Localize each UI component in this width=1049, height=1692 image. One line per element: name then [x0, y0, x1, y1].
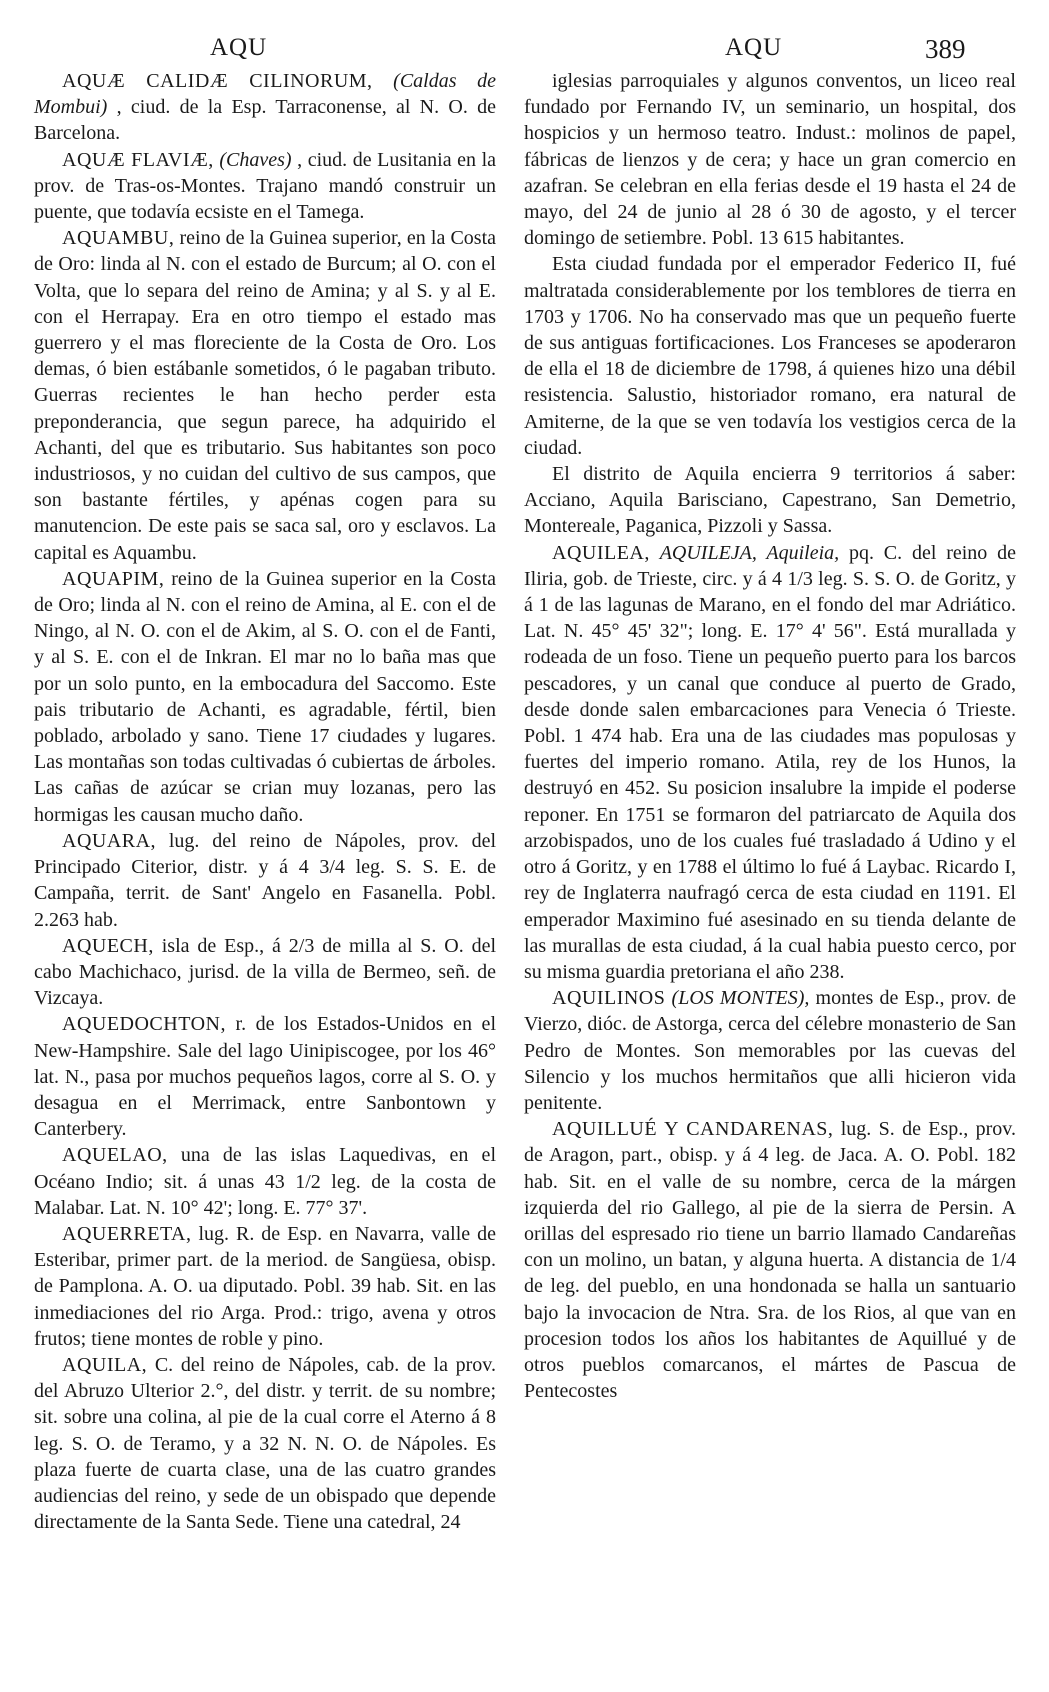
- dictionary-entry: [34, 933, 496, 1012]
- entry-headword: AQUILINOS: [552, 987, 666, 1010]
- dictionary-entry: [34, 68, 496, 147]
- entry-alternate-name: AQUILEJA, Aquileia,: [659, 541, 840, 564]
- entry-body: iglesias parroquiales y algunos conventos, un liceo real fundado por Fernando IV, un seminario, un hospital, dos hospicios y un hermoso teatro. Indust.: molinos de papel, fábricas de lienzos y de cera; y hace un gran comercio en azafran. Se celebran en ella ferias desde el 19 hasta el 24 de mayo, del 24 de junio al 28 ó 30 de agosto, y el tercer domingo de setiembre. Pobl. 13 615 habitantes.: [524, 70, 1016, 250]
- entry-headword: AQUECH,: [62, 934, 154, 957]
- entry-alternate-name: (Chaves): [219, 148, 292, 171]
- entry-alternate-name: (LOS MONTES),: [671, 987, 810, 1010]
- entry-body: lug. del reino de Nápoles, prov. del Principado Citerior, distr. y á 4 3/4 leg. S. S. E. de Campaña, territ. de Sant' Angelo en Fasanella. Pobl. 2.263 hab.: [34, 829, 497, 931]
- entry-headword: AQUAPIM,: [62, 567, 165, 590]
- dictionary-entry: [34, 225, 496, 566]
- entry-body: una de las islas Laquedivas, en el Océano Indio; sit. á unas 43 1/2 leg. de la costa de Malabar. Lat. N. 10° 42'; long. E. 77° 37'.: [34, 1144, 496, 1219]
- dictionary-entry: [34, 1352, 496, 1535]
- dictionary-entry: [34, 1142, 496, 1221]
- entry-body: reino de la Guinea superior en la Costa de Oro; linda al N. con el reino de Amina, al E. con el de Ningo, al N. O. con el de Akim, al S. O. con el de Fanti, y al S. E. con el de Inkran. El mar no lo baña mas que por un solo punto, en la embocadura del Saccomo. Este pais tributario de Achanti, es agradable, fértil, bien poblado, arbolado y sano. Tiene 17 ciudades y lugares. Las montañas son todas cultivadas ó cubiertas de árboles. Las cañas de azúcar se crian muy lozanas, pero las hormigas les causan mucho daño.: [34, 567, 497, 826]
- entry-headword: AQUÆ FLAVIÆ,: [62, 148, 214, 171]
- entry-alternate-name: (Caldas de Mombui): [34, 70, 496, 119]
- dictionary-entry: [34, 1221, 496, 1352]
- dictionary-entry: [524, 461, 1016, 540]
- dictionary-entry: [34, 566, 496, 828]
- entry-body: lug. S. de Esp., prov. de Aragon, part., obisp. y á 4 leg. de Jaca. A. O. Pobl. 182 hab. Sit. en el valle de su nombre, cerca de la márgen izquierda del rio Gallego, al pie de la sierra de Persin. A orillas del espresado rio tiene un barrio llamado Candareñas con un molino, un batan, y alguna huerta. A distancia de 1/4 de leg. del pueblo, en una hondonada se halla un santuario bajo la invocacion de Ntra. Sra. de los Rios, al que van en procesion todos los años los habitantes de Aquillué y de otros pueblos comarcanos, el mártes de Pascua de Pentecostes: [524, 1118, 1017, 1403]
- dictionary-entry: [524, 1116, 1016, 1404]
- entry-body: , ciud. de Lusitania en la prov. de Tras-os-Montes. Trajano mandó construir un puente, que todavía ecsiste en el Tamega.: [34, 148, 497, 224]
- entry-headword: AQUARA,: [62, 829, 157, 852]
- entry-headword: AQUILLUÉ Y CANDARENAS,: [552, 1118, 834, 1141]
- dictionary-entry: [34, 828, 496, 933]
- entry-headword: AQUEDOCHTON,: [62, 1013, 226, 1036]
- right-guide-word: AQU: [725, 34, 783, 61]
- entry-body: lug. R. de Esp. en Navarra, valle de Esteribar, primer part. de la meriod. de Sangüesa, obisp. de Pamplona. A. O. ua diputado. Pobl. 39 hab. Sit. en las inmediaciones del rio Arga. Prod.: trigo, avena y otros frutos; tiene montes de roble y pino.: [34, 1222, 496, 1350]
- dictionary-entry: [524, 985, 1016, 1116]
- left-guide-word: AQU: [210, 34, 268, 61]
- dictionary-entry: [34, 1011, 496, 1142]
- entry-body: pq. C. del reino de Iliria, gob. de Trieste, circ. y á 4 1/3 leg. S. S. O. de Goritz, y á 1 de las lagunas de Marano, en el fondo del mar Adriático. Lat. N. 45° 45' 32"; long. E. 17° 4' 56". Está murallada y rodeada de un foso. Tiene un pequeño puerto para los barcos pescadores, y un canal que conduce al puerto de Grado, desde donde salen embarcaciones para Venecia ó Trieste. Pobl. 1 474 hab. Era una de las ciudades mas populosas y fuertes del imperio romano. Atila, rey de los Hunos, la destruyó en 452. Su posicion insalubre la impide el poderse reponer. En 1751 se formaron del patriarcato de Aquila dos arzobispados, uno de los cuales fué trasladado á Udino y el otro á Goritz, y en 1788 el último lo fué á Laybac. Ricardo I, rey de Inglaterra naufragó cerca de esta ciudad en 1191. El emperador Maximino fué asesinado en su tienda delante de las murallas de esta ciudad, á la cual habia puesto cerco, por su misma guardia pretoriana el año 238.: [524, 541, 1017, 983]
- entry-body: El distrito de Aquila encierra 9 territorios á saber: Acciano, Aquila Barisciano, Capestrano, San Demetrio, Montereale, Paganica, Pizzoli y Sassa.: [524, 463, 1016, 538]
- dictionary-entry: [524, 251, 1016, 461]
- entry-headword: AQUAMBU,: [62, 227, 175, 250]
- entry-body: , ciud. de la Esp. Tarraconense, al N. O. de Barcelona.: [34, 96, 497, 145]
- dictionary-entry: [34, 147, 496, 226]
- dictionary-entry: [524, 540, 1016, 985]
- entry-body: Esta ciudad fundada por el emperador Federico II, fué maltratada considerablemente por los temblores de tierra en 1703 y 1706. No ha conservado mas que un pequeño fuerte de sus antiguas fortificaciones. Los Franceses se apoderaron de ella el 18 de diciembre de 1798, á quienes hizo una débil resistencia. Salustio, historiador romano, era natural de Amiterne, de la que se ven todavía los vestigios cerca de la ciudad.: [524, 253, 1016, 459]
- entry-body: montes de Esp., prov. de Vierzo, dióc. de Astorga, cerca del célebre monasterio de San Pedro de Montes. Son memorables por las cuevas del Silencio y los muchos hermitaños que alli hicieron vida penitente.: [524, 987, 1017, 1114]
- entry-body: C. del reino de Nápoles, cab. de la prov. del Abruzo Ulterior 2.°, del distr. y territ. de su nombre; sit. sobre una colina, al pie de la cual corre el Aterno á 8 leg. S. O. de Teramo, y a 32 N. N. O. de Nápoles. Es plaza fuerte de cuarta clase, una de las cuatro grandes audiencias del reino, y sede de un obispado que depende directamente de la Santa Sede. Tiene una catedral, 24: [34, 1353, 496, 1534]
- right-column: [524, 68, 1016, 1404]
- entry-headword: AQUILA,: [62, 1353, 148, 1376]
- entry-body: reino de la Guinea superior, en la Costa de Oro: linda al N. con el estado de Burcum; al O. con el Volta, que lo separa del reino de Amina; y al S. y al E. con el Herrapay. Era en otro tiempo el estado mas guerrero y el mas floreciente de la Costa de Oro. Los demas, ó bien estábanle sometidos, ó le pagaban tributo. Guerras recientes le han hecho perder esta preponderancia, que segun parece, ha adquirido el Achanti, del que es tributario. Sus habitantes son poco industriosos, y no cuidan del cultivo de sus campos, que son bastante fértiles, y apénas cogen para su manutencion. De este pais se saca sal, oro y esclavos. La capital es Aquambu.: [34, 227, 497, 564]
- page-number: 389: [925, 34, 966, 64]
- left-column: [34, 68, 496, 1535]
- entry-headword: AQUÆ CALIDÆ CILINORUM,: [62, 70, 373, 92]
- entry-headword: AQUELAO,: [62, 1144, 168, 1167]
- entry-body: isla de Esp., á 2/3 de milla al S. O. del cabo Machichaco, jurisd. de la villa de Bermeo, señ. de Vizcaya.: [34, 934, 497, 1010]
- entry-headword: AQUILEA,: [552, 541, 650, 564]
- entry-headword: AQUERRETA,: [62, 1222, 192, 1245]
- dictionary-entry: [524, 68, 1016, 251]
- entry-body: r. de los Estados-Unidos en el New-Hampshire. Sale del lago Uinipiscogee, por los 46° lat. N., pasa por muchos pequeños lagos, corre al S. O. y desagua en el Merrimack, entre Sanbontown y Canterbery.: [34, 1013, 496, 1141]
